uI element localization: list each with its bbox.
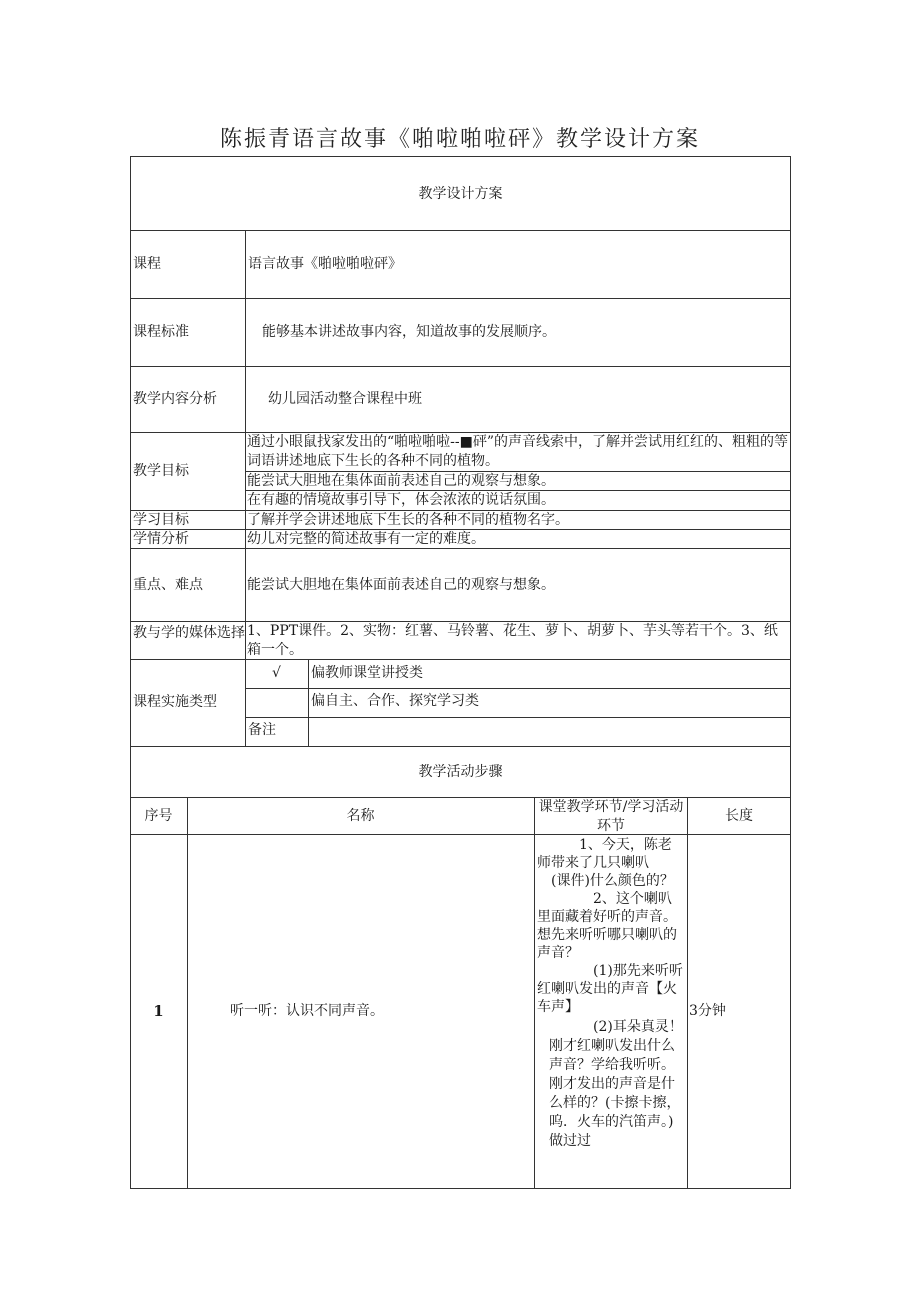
impl-option-1-text: 偏教师课堂讲授类 [311,665,423,681]
standard-label: 课程标准 [133,324,189,340]
media-label: 教与学的媒体选择 [133,625,245,641]
table-heading: 教学设计方案 [418,186,503,202]
steps-heading: 教学活动步骤 [418,764,503,780]
step-detail-2: (课件)什么颜色的？ [551,873,674,889]
learning-goal-value: 了解并学会讲述地底下生长的各种不同的植物名字。 [247,512,569,528]
course-label: 课程 [133,256,161,272]
step-number: 1 [153,1002,164,1020]
col-header-length: 长度 [725,808,753,824]
key-points-value: 能尝试大胆地在集体面前表述自己的观察与想象。 [247,577,555,593]
col-header-no: 序号 [144,808,173,824]
media-value: 1、PPT课件。2、实物：红薯、马铃薯、花生、萝卜、胡萝卜、芋头等若干个。3、纸箱一个。 [247,623,778,658]
col-header-name: 名称 [346,808,375,824]
learner-analysis-label: 学情分析 [133,531,189,547]
step-length: 3分钟 [689,1003,726,1019]
step-detail-1: 1、今天，陈老师带来了几只喇叭 [537,837,672,871]
teaching-goal-3: 在有趣的情境故事引导下，体会浓浓的说话氛围。 [247,492,555,508]
teaching-goal-2: 能尝试大胆地在集体面前表述自己的观察与想象。 [247,473,555,489]
impl-type-label: 课程实施类型 [133,694,217,710]
learning-goal-label: 学习目标 [133,512,189,528]
remark-label: 备注 [248,722,276,738]
learner-analysis-value: 幼儿对完整的简述故事有一定的难度。 [247,531,485,547]
lesson-plan-table [130,156,791,1189]
col-header-activity: 课堂教学环节/学习活动环节 [538,799,684,834]
content-analysis-value: 幼儿园活动整合课程中班 [268,391,422,407]
content-analysis-label: 教学内容分析 [133,391,217,407]
standard-value: 能够基本讲述故事内容，知道故事的发展顺序。 [262,324,556,340]
step-detail-3: 2、这个喇叭里面藏着好听的声音。想先来听听哪只喇叭的声音？ [537,891,677,961]
course-value: 语言故事《啪啦啪啦砰》 [248,256,402,272]
key-points-label: 重点、难点 [133,577,203,593]
step-detail-4: (1)那先来听听红喇叭发出的声音【火车声】 [537,963,683,1015]
impl-option-2-text: 偏自主、合作、探究学习类 [311,693,479,709]
step-name: 听一听：认识不同声音。 [230,1003,384,1019]
impl-option-1-check: √ [272,665,281,681]
step-detail-5: (2)耳朵真灵！刚才红喇叭发出什么声音？学给我听听。刚才发出的声音是什么样的？(卡擦卡擦，呜．火车的汽笛声。)做过过 [549,1019,683,1149]
teaching-goals-label: 教学目标 [133,463,189,479]
page-title: 陈振青语言故事《啪啦啪啦砰》教学设计方案 [219,127,700,152]
teaching-goal-1: 通过小眼鼠找家发出的“啪啦啪啦--■砰”的声音线索中，了解并尝试用红红的、粗粗的等词语讲述地底下生长的各种不同的植物。 [247,434,789,469]
